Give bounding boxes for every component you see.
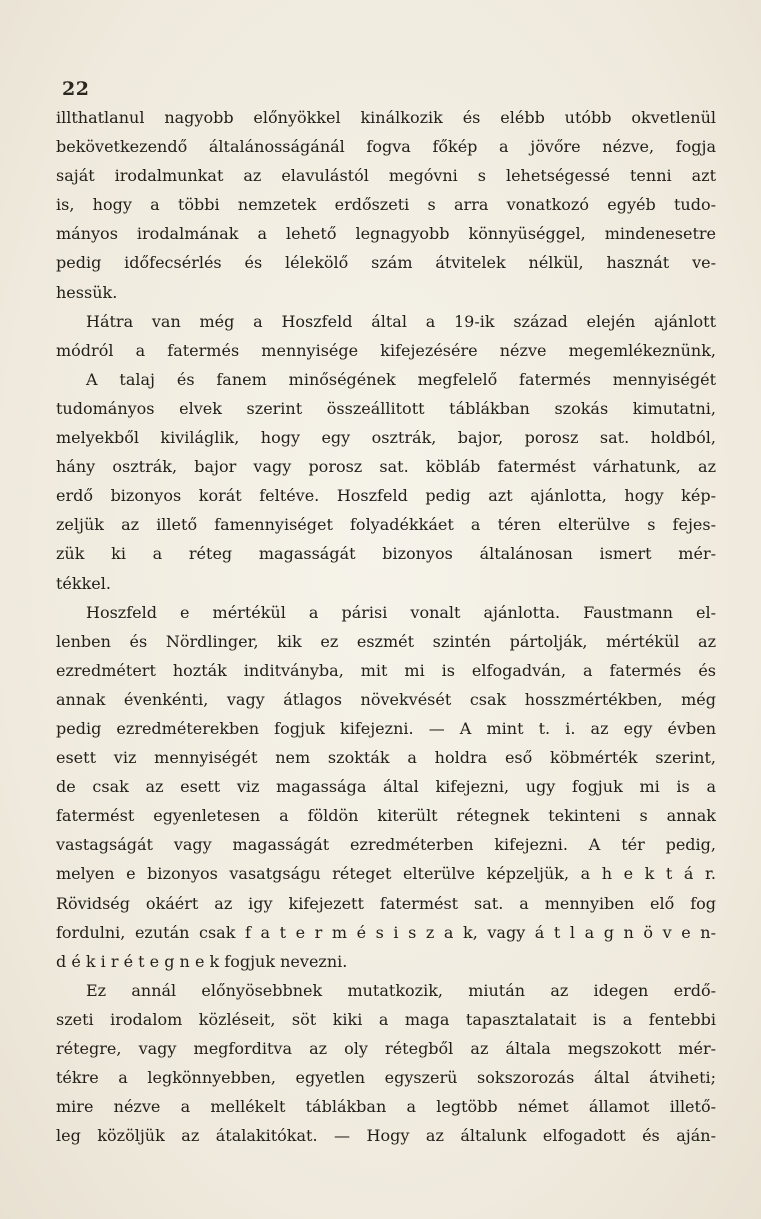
text-line: leg közöljük az átalakitókat. — Hogy az általunk elfogadott és aján-: [56, 1126, 716, 1146]
text-line: Hátra van még a Hoszfeld által a 19-ik század elején ajánlott: [86, 311, 716, 331]
text-line: Ez annál előnyösebbnek mutatkozik, miután az idegen erdő-: [86, 980, 716, 1000]
text-line: hessük.: [56, 282, 118, 302]
page-number: 22: [62, 78, 90, 100]
text-line: hány osztrák, bajor vagy porosz sat. köbláb fatermést várhatunk, az: [56, 457, 716, 477]
text-line: is, hogy a többi nemzetek erdőszeti s arra vonatkozó egyéb tudo-: [56, 195, 716, 215]
text-line: módról a fatermés mennyisége kifejezésére nézve megemlékeznünk,: [56, 340, 716, 360]
text-line: mire nézve a mellékelt táblákban a legtöbb német államot illető-: [56, 1097, 716, 1117]
text-line: melyen e bizonyos vasatgságu réteget elterülve képzeljük, a h e k t á r.: [56, 864, 716, 884]
text-line: ezredmétert hozták inditványba, mit mi is elfogadván, a fatermés és: [56, 660, 716, 680]
text-line: vastagságát vagy magasságát ezredméterben kifejezni. A tér pedig,: [56, 835, 716, 855]
text-line: tudományos elvek szerint összeállitott táblákban szokás kimutatni,: [56, 398, 716, 418]
text-line: zük ki a réteg magasságát bizonyos általánosan ismert mér-: [56, 544, 716, 564]
text-line: zeljük az illető famennyiséget folyadékkáet a téren elterülve s fejes-: [56, 515, 716, 535]
text-line: Rövidség okáért az igy kifejezett fatermést sat. a mennyiben elő fog: [56, 893, 716, 913]
body-text: [56, 103, 716, 1150]
text-line: Hoszfeld e mértékül a párisi vonalt ajánlotta. Faustmann el-: [86, 602, 716, 622]
text-line: de csak az esett viz magassága által kifejezni, ugy fogjuk mi is a: [56, 777, 716, 797]
text-line: saját irodalmunkat az elavulástól megóvni s lehetségessé tenni azt: [56, 166, 716, 186]
text-line: melyekből kiviláglik, hogy egy osztrák, bajor, porosz sat. holdból,: [56, 428, 716, 448]
text-line: rétegre, vagy megforditva az oly rétegből az általa megszokott mér-: [56, 1039, 716, 1058]
text-line: mányos irodalmának a lehető legnagyobb könnyüséggel, mindenesetre: [56, 224, 716, 244]
text-line: erdő bizonyos korát feltéve. Hoszfeld pedig azt ajánlotta, hogy kép-: [56, 486, 716, 506]
text-line: esett viz mennyiségét nem szokták a holdra eső köbmérték szerint,: [56, 748, 716, 768]
text-line: fordulni, ezután csak f a t e r m é s i s z a k, vagy á t l a g n ö v e n-: [56, 922, 716, 942]
text-line: d é k i r é t e g n e k fogjuk nevezni.: [56, 951, 348, 971]
text-line: tékre a legkönnyebben, egyetlen egyszerü sokszorozás által átviheti;: [56, 1068, 716, 1088]
text-line: fatermést egyenletesen a földön kiterült rétegnek tekinteni s annak: [56, 806, 716, 826]
text-line: pedig időfecsérlés és lélekölő szám átvitelek nélkül, hasznát ve-: [56, 253, 716, 273]
text-line: tékkel.: [56, 573, 111, 593]
text-line: bekövetkezendő általánosságánál fogva főkép a jövőre nézve, fogja: [56, 137, 716, 157]
text-line: annak évenkénti, vagy átlagos növekvését csak hosszmértékben, még: [56, 689, 716, 709]
text-line: szeti irodalom közléseit, söt kiki a maga tapasztalatait is a fentebbi: [56, 1009, 716, 1029]
text-line: pedig ezredméterekben fogjuk kifejezni. — A mint t. i. az egy évben: [56, 718, 716, 738]
text-line: A talaj és fanem minőségének megfelelő fatermés mennyiségét: [86, 369, 716, 389]
text-line: illthatlanul nagyobb előnyökkel kinálkozik és elébb utóbb okvetlenül: [56, 108, 716, 127]
text-line: lenben és Nördlinger, kik ez eszmét szintén pártolják, mértékül az: [56, 631, 716, 651]
